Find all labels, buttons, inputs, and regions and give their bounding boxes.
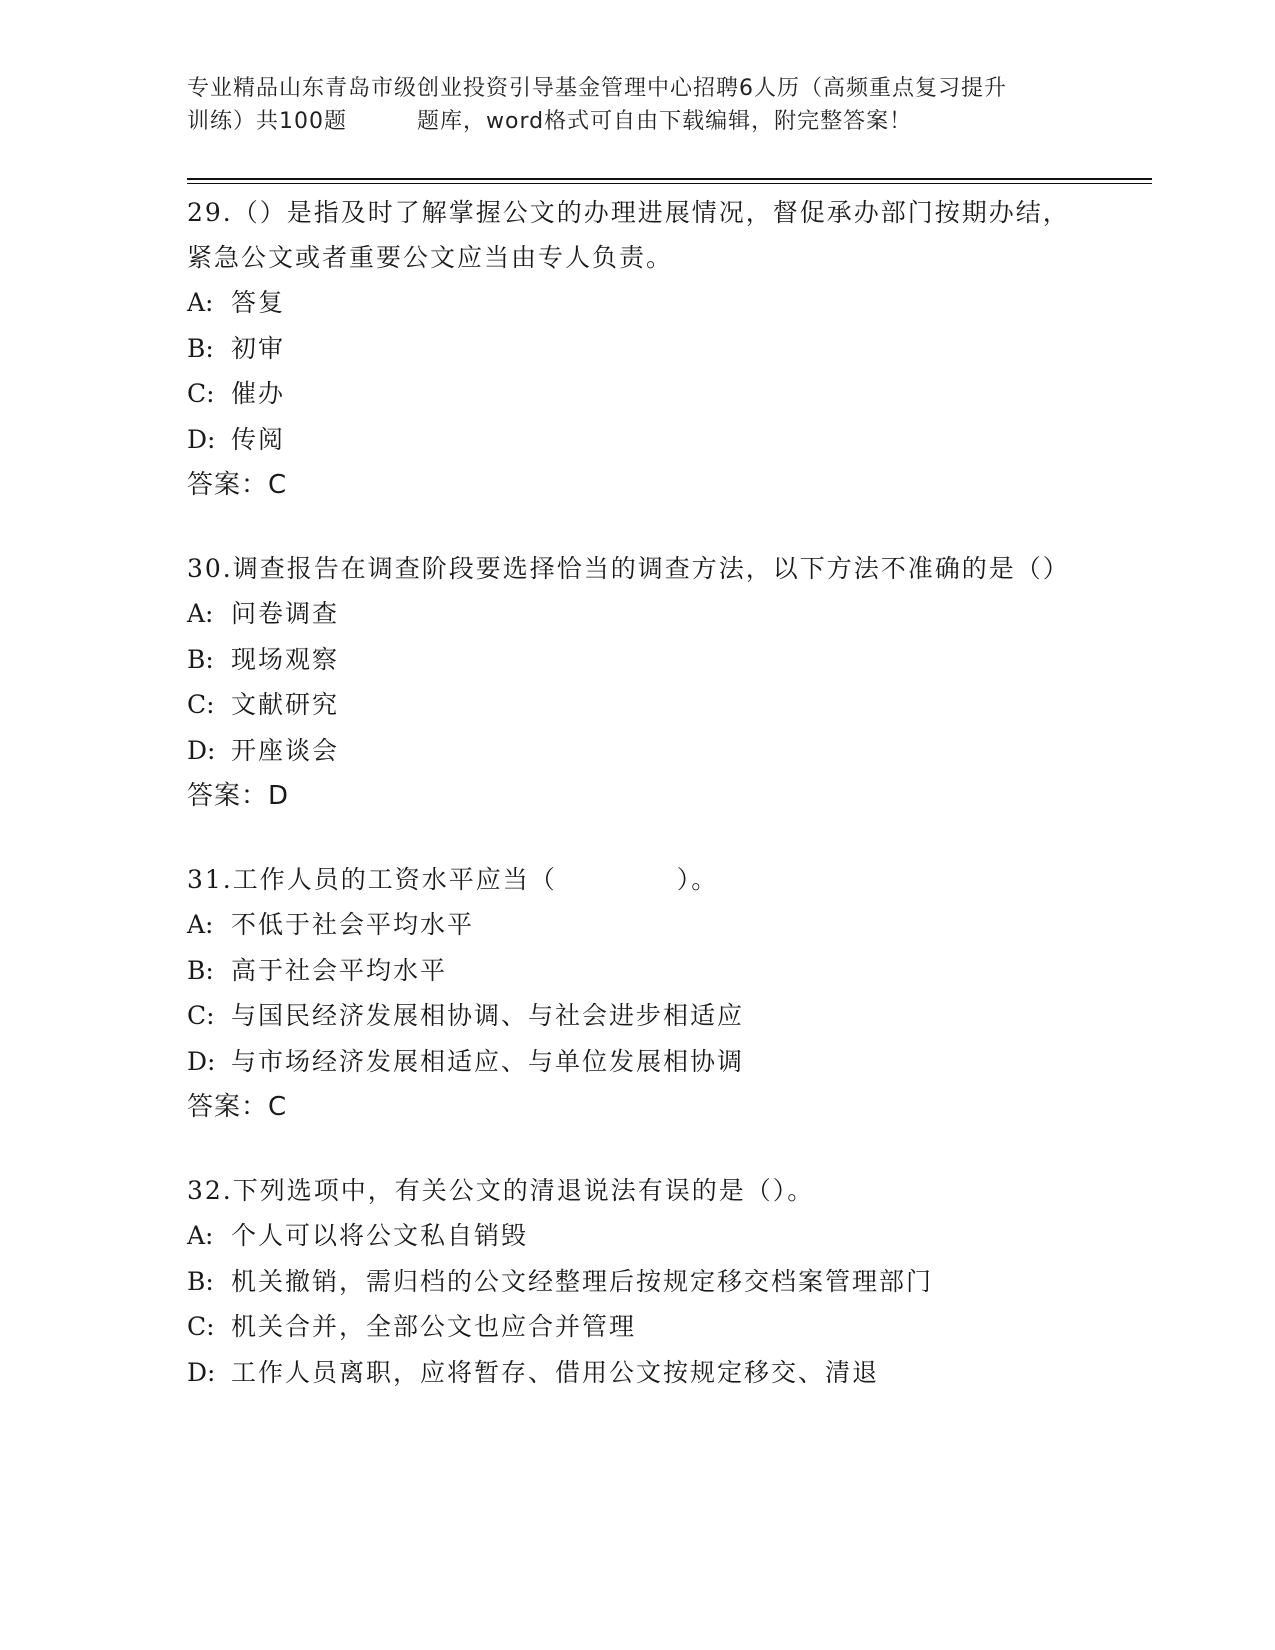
- option-text: 传阅: [231, 424, 286, 454]
- option-c: [187, 993, 1087, 1039]
- answer-value: D: [268, 781, 290, 811]
- question-31: [187, 857, 1087, 1130]
- option-c: [187, 1304, 1087, 1350]
- option-letter: B:: [187, 1266, 214, 1296]
- question-32: [187, 1168, 1087, 1395]
- answer-line: [187, 462, 1087, 508]
- option-letter: B:: [187, 955, 214, 985]
- option-a: [187, 591, 1087, 637]
- option-text: 与国民经济发展相协调、与社会进步相适应: [231, 1001, 745, 1030]
- question-29: [187, 190, 1087, 508]
- document-header: [187, 72, 1087, 138]
- header-line-1: 专业精品山东青岛市级创业投资引导基金管理中心招聘6人历（高频重点复习提升: [187, 76, 1007, 101]
- question-30: [187, 546, 1087, 819]
- option-letter: A:: [187, 599, 214, 628]
- option-c: [187, 371, 1087, 417]
- option-b: [187, 1259, 1087, 1305]
- option-text: 文献研究: [231, 690, 340, 719]
- option-text: 开座谈会: [231, 735, 340, 765]
- option-b: [187, 326, 1087, 372]
- question-text: 32.下列选项中，有关公文的清退说法有误的是（）。: [187, 1176, 815, 1205]
- option-text: 答复: [231, 288, 286, 317]
- option-text: 机关合并，全部公文也应合并管理: [231, 1312, 637, 1341]
- question-text: 29.（）是指及时了解掌握公文的办理进展情况，督促承办部门按期办结，紧急公文或者重要公文应当由专人负责。: [187, 198, 1070, 272]
- option-letter: C:: [187, 1001, 215, 1030]
- header-line-2: [187, 105, 1087, 138]
- option-letter: A:: [187, 1221, 214, 1250]
- question-text-after-blank: ）。: [676, 865, 719, 894]
- option-letter: D:: [187, 735, 216, 765]
- option-text: 现场观察: [231, 644, 340, 674]
- question-list: [187, 190, 1087, 1433]
- option-letter: A:: [187, 910, 214, 939]
- option-b: [187, 637, 1087, 683]
- option-letter: C:: [187, 690, 215, 719]
- answer-label: 答案：: [187, 470, 269, 500]
- option-c: [187, 682, 1087, 728]
- option-text: 初审: [231, 333, 286, 363]
- answer-value: C: [268, 1092, 288, 1122]
- question-text-before-blank: 31.工作人员的工资水平应当（: [187, 865, 557, 894]
- option-letter: D:: [187, 424, 216, 454]
- answer-label: 答案：: [187, 1092, 269, 1122]
- answer-line: [187, 1084, 1087, 1130]
- header-line-2-part-1: 训练）共100题: [187, 109, 347, 134]
- header-line-2-part-2: 题库，word格式可自由下载编辑，附完整答案！: [417, 109, 913, 134]
- header-divider-thick: [187, 178, 1152, 180]
- option-text: 工作人员离职，应将暂存、借用公文按规定移交、清退: [231, 1357, 880, 1387]
- option-letter: D:: [187, 1046, 216, 1076]
- option-text: 高于社会平均水平: [231, 955, 448, 985]
- option-letter: C:: [187, 1312, 215, 1341]
- option-text: 催办: [231, 379, 286, 408]
- answer-line: [187, 773, 1087, 819]
- option-a: [187, 280, 1087, 326]
- question-text: 30.调查报告在调查阶段要选择恰当的调查方法，以下方法不准确的是（）: [187, 554, 1070, 583]
- answer-value: C: [268, 470, 288, 500]
- option-letter: B:: [187, 644, 214, 674]
- option-d: [187, 1350, 1087, 1396]
- option-d: [187, 728, 1087, 774]
- option-d: [187, 417, 1087, 463]
- option-text: 问卷调查: [231, 599, 340, 628]
- option-a: [187, 902, 1087, 948]
- option-letter: D:: [187, 1357, 216, 1387]
- option-text: 与市场经济发展相适应、与单位发展相协调: [231, 1046, 745, 1076]
- option-letter: A:: [187, 288, 214, 317]
- question-text: [187, 857, 1087, 902]
- option-b: [187, 948, 1087, 994]
- option-d: [187, 1039, 1087, 1085]
- answer-label: 答案：: [187, 781, 269, 811]
- header-divider-thin: [187, 183, 1152, 184]
- option-text: 机关撤销，需归档的公文经整理后按规定移交档案管理部门: [231, 1266, 934, 1296]
- option-text: 个人可以将公文私自销毁: [231, 1221, 529, 1250]
- option-letter: B:: [187, 333, 214, 363]
- option-a: [187, 1213, 1087, 1259]
- option-text: 不低于社会平均水平: [231, 910, 475, 939]
- option-letter: C:: [187, 379, 215, 408]
